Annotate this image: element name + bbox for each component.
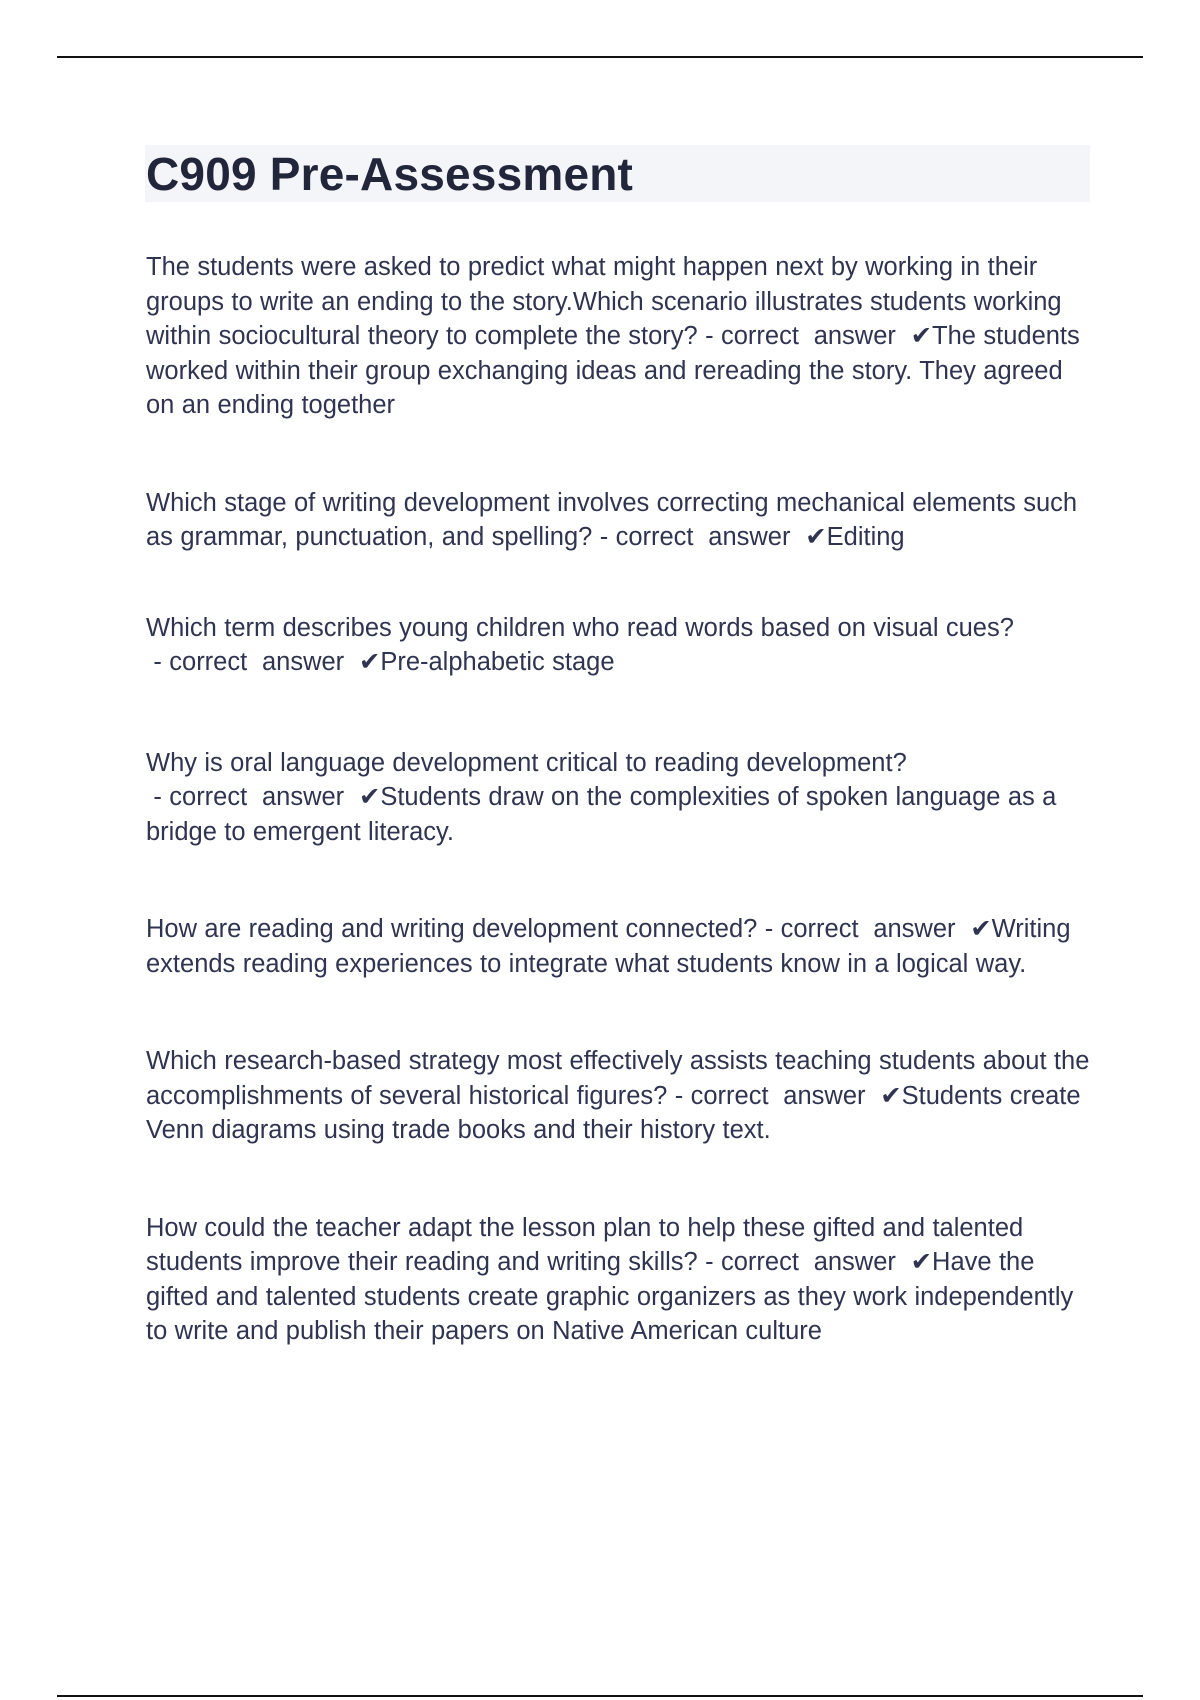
answer-text: Students draw on the complexities of spoken language as a bridge to emergent literacy.	[146, 783, 1057, 846]
check-icon: ✔	[358, 783, 381, 811]
check-icon: ✔	[910, 1248, 933, 1276]
qa-item-3	[146, 611, 1096, 680]
qa-item-6	[146, 1044, 1096, 1148]
qa-list	[146, 250, 1096, 1349]
answer-text: Students create Venn diagrams using trade books and their history text.	[146, 1081, 1081, 1144]
question-text: Which research-based strategy most effectively assists teaching students about the accomplishments of several historical figures?	[146, 1047, 1090, 1110]
answer-separator: - correct answer	[697, 1248, 911, 1276]
answer-separator: - correct answer	[592, 523, 806, 551]
question-text: Why is oral language development critical to reading development?	[146, 748, 907, 777]
answer-separator: - correct answer	[697, 322, 911, 350]
check-icon: ✔	[805, 523, 827, 551]
top-rule	[57, 56, 1143, 58]
check-icon: ✔	[910, 322, 933, 350]
answer-separator: - correct answer	[757, 915, 971, 943]
answer-text: Pre-alphabetic stage	[380, 648, 615, 676]
qa-item-2	[146, 486, 1096, 555]
qa-item-1	[146, 250, 1096, 423]
check-icon: ✔	[358, 648, 381, 676]
answer-text: Editing	[826, 523, 905, 551]
answer-text: Writing extends reading experiences to integrate what students know in a logical way.	[146, 915, 1071, 978]
page-title: C909 Pre-Assessment	[146, 148, 634, 200]
bottom-rule	[57, 1695, 1143, 1697]
qa-item-4	[146, 746, 1096, 850]
question-text: The students were asked to predict what might happen next by working in their groups to write an ending to the story.Which scenario illustrates students working within sociocultural theory to complete the story?	[146, 253, 1062, 350]
question-text: How are reading and writing development connected?	[146, 915, 758, 943]
answer-separator: - correct answer	[146, 783, 359, 811]
question-text: Which term describes young children who read words based on visual cues?	[146, 613, 1014, 642]
answer-separator: - correct answer	[667, 1081, 881, 1110]
check-icon: ✔	[880, 1081, 902, 1110]
check-icon: ✔	[970, 915, 992, 943]
qa-item-7	[146, 1211, 1096, 1349]
answer-separator: - correct answer	[146, 648, 359, 676]
answer-text: Have the gifted and talented students create graphic organizers as they work independently to write and publish their papers on Native American culture	[146, 1248, 1074, 1345]
question-text: Which stage of writing development involves correcting mechanical elements such as grammar, punctuation, and spelling?	[146, 488, 1078, 551]
qa-item-5	[146, 912, 1096, 981]
question-text: How could the teacher adapt the lesson plan to help these gifted and talented students improve their reading and writing skills?	[146, 1213, 1024, 1276]
answer-text: The students worked within their group exchanging ideas and rereading the story. They agreed on an ending together	[146, 322, 1080, 419]
